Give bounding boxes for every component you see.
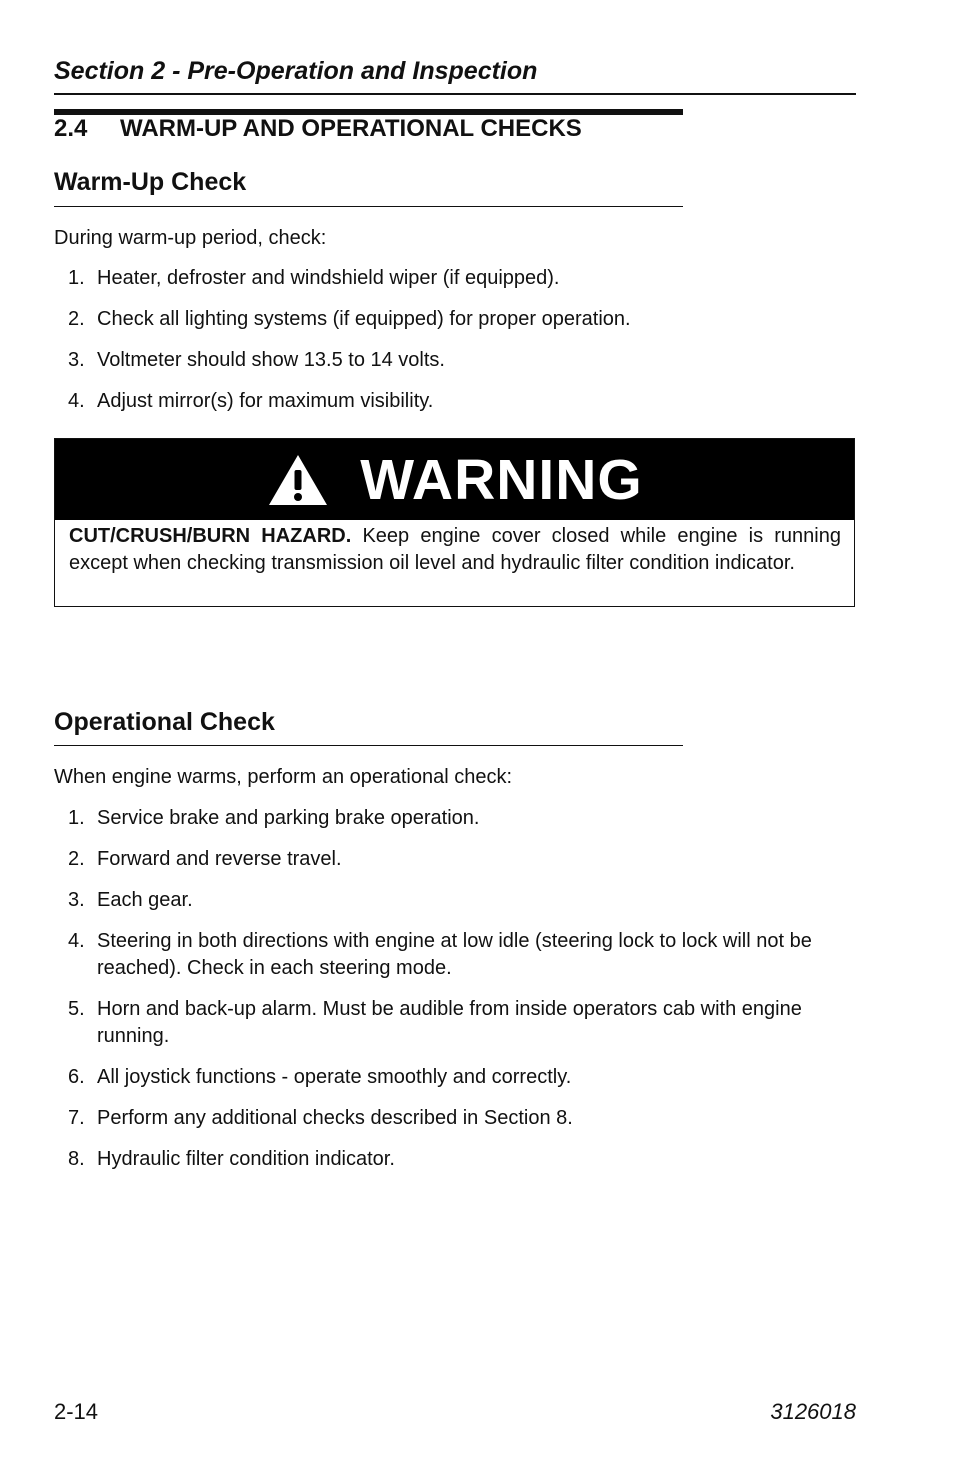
item-number: 1. [68, 267, 85, 289]
document-number: 3126018 [770, 1399, 856, 1424]
list-item [54, 846, 854, 873]
list-item [54, 347, 854, 374]
item-text: Horn and back-up alarm. Must be audible from inside operators cab with engine running. [97, 998, 802, 1047]
item-number: 4. [68, 390, 85, 412]
item-text: Voltmeter should show 13.5 to 14 volts. [97, 349, 445, 371]
warning-text [69, 523, 841, 577]
item-number: 5. [68, 998, 85, 1020]
item-number: 7. [68, 1107, 85, 1129]
item-text: Check all lighting systems (if equipped) for proper operation. [97, 308, 631, 330]
list-item [54, 265, 854, 292]
item-text: Steering in both directions with engine at low idle (steering lock to lock will not be reached). Check in each steering mode. [97, 930, 812, 979]
warmup-list [54, 265, 854, 429]
item-text: Forward and reverse travel. [97, 848, 342, 870]
list-item [54, 928, 854, 982]
item-number: 3. [68, 349, 85, 371]
item-number: 8. [68, 1148, 85, 1170]
item-text: Perform any additional checks described in Section 8. [97, 1107, 573, 1129]
list-item [54, 887, 854, 914]
item-number: 2. [68, 308, 85, 330]
warmup-intro: During warm-up period, check: [54, 227, 327, 249]
item-number: 6. [68, 1066, 85, 1088]
operational-list [54, 805, 854, 1187]
item-text: Hydraulic filter condition indicator. [97, 1148, 395, 1170]
warning-box [54, 438, 855, 607]
warning-body: Keep engine cover closed while engine is running except when checking transmission oil level and hydraulic filter condition indicator. [69, 525, 841, 574]
item-number: 1. [68, 807, 85, 829]
section-title: WARM-UP AND OPERATIONAL CHECKS [120, 115, 582, 142]
list-item [54, 996, 854, 1050]
warning-lead: CUT/CRUSH/BURN HAZARD. [69, 525, 352, 547]
warning-triangle-icon [266, 452, 330, 508]
list-item [54, 1146, 854, 1173]
item-text: Heater, defroster and windshield wiper (if equipped). [97, 267, 560, 289]
item-text: All joystick functions - operate smoothly and correctly. [97, 1066, 572, 1088]
item-number: 4. [68, 930, 85, 952]
header-rule [54, 93, 856, 95]
warmup-rule [54, 206, 683, 207]
list-item [54, 1105, 854, 1132]
page-number: 2-14 [54, 1399, 99, 1424]
page-header-title: Section 2 - Pre-Operation and Inspection [54, 57, 538, 85]
list-item [54, 306, 854, 333]
warning-banner [55, 439, 854, 520]
operational-heading: Operational Check [54, 708, 275, 736]
operational-rule [54, 745, 683, 746]
list-item [54, 1064, 854, 1091]
list-item [54, 805, 854, 832]
item-number: 2. [68, 848, 85, 870]
warmup-heading: Warm-Up Check [54, 168, 247, 196]
item-text: Adjust mirror(s) for maximum visibility. [97, 390, 434, 412]
operational-intro: When engine warms, perform an operational check: [54, 766, 513, 788]
item-text: Each gear. [97, 889, 193, 911]
section-number: 2.4 [54, 115, 88, 142]
section-heading [54, 115, 582, 143]
warning-title: WARNING [360, 447, 643, 512]
item-number: 3. [68, 889, 85, 911]
list-item [54, 388, 854, 415]
item-text: Service brake and parking brake operation. [97, 807, 480, 829]
